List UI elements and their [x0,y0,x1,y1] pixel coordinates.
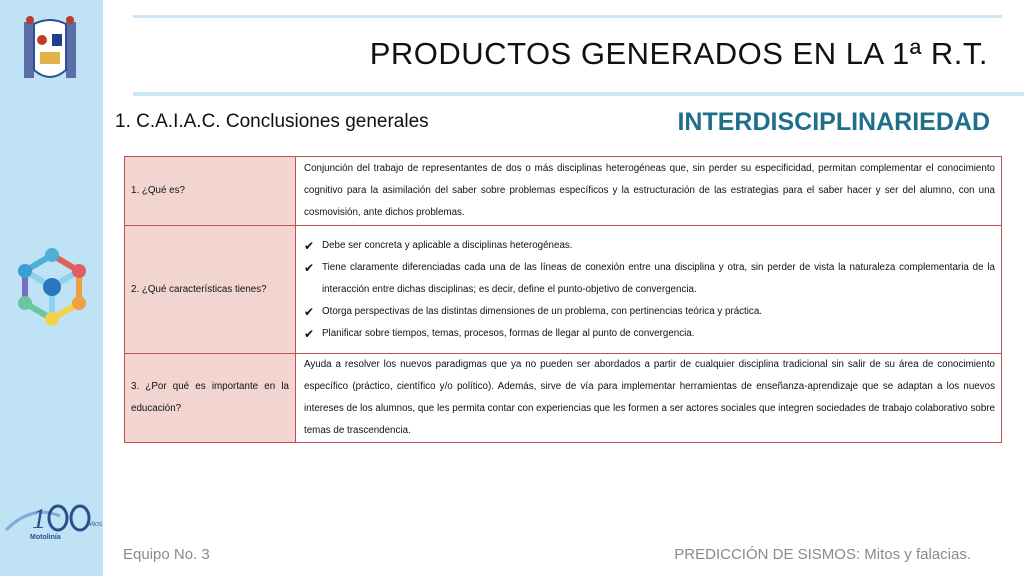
checkmark-icon: ✔ [304,326,315,341]
school-crest-icon [22,14,78,86]
list-item [304,257,995,301]
bullet-text: Debe ser concreta y aplicable a disciplinas heterogéneas. [322,239,573,251]
anniversary-label: Motolinía [30,534,61,541]
bullet-text: Tiene claramente diferenciadas cada una de las líneas de conexión entre una disciplina y otra, sin perder de vista la naturaleza complementaria de la interacción entre dichas disciplinas; es decir, define el punto-objetivo de convergencia. [322,261,995,295]
table-row [125,354,1002,443]
checkmark-icon: ✔ [304,304,315,319]
section-subtitle: 1. C.A.I.A.C. Conclusiones generales [115,111,429,132]
answer-cell: Ayuda a resolver los nuevos paradigmas que ya no pueden ser abordados a partir de cualquier disciplina tradicional sin salir de su área de conocimiento específico (práctico, científico y/o político). Además, sirve de vía para implementar herramientas de enseñanza-aprendizaje que se adaptan a los nuevos intereses de los alumnos, que les permita contar con experiencias que les formen a ser actores sociales que integren sociedades de trabajo colaborativo sobre temas de trascendencia. [296,354,1002,443]
table-row [125,157,1002,226]
bullet-text: Otorga perspectivas de las distintas dimensiones de un problema, con pertinencias teórica y práctica. [322,305,763,317]
topic-heading: INTERDISCIPLINARIEDAD [677,108,990,136]
question-cell: 2. ¿Qué características tienes? [125,226,296,354]
list-item [304,301,995,323]
qa-table [124,156,1002,443]
sidebar [0,0,103,576]
question-cell: 1. ¿Qué es? [125,157,296,226]
page-title: PRODUCTOS GENERADOS EN LA 1ª R.T. [369,36,988,71]
answer-cell: Conjunción del trabajo de representantes de dos o más disciplinas heterogéneas que, sin perder su especificidad, permitan complementar el conocimiento cognitivo para la asimilación del saber sobre problemas específicos y la estructuración de las estrategias para el saber hacer y ser del alumno, con una cosmovisión, ante dichos problemas. [296,157,1002,226]
checkmark-icon: ✔ [304,260,315,275]
list-item [304,235,995,257]
answer-cell [296,226,1002,354]
bullet-text: Planificar sobre tiempos, temas, procesos, formas de llegar al punto de convergencia. [322,327,695,339]
table-row [125,226,1002,354]
footer-topic: PREDICCIÓN DE SISMOS: Mitos y falacias. [674,546,971,563]
anniversary-logo [2,498,102,550]
top-divider [133,15,1002,18]
anniversary-100-icon [2,498,102,538]
header-divider [133,92,1024,96]
question-cell: 3. ¿Por qué es importante en la educación? [125,354,296,443]
list-item [304,323,995,345]
svg-text:1: 1 [32,504,46,535]
checkmark-icon: ✔ [304,238,315,253]
footer-team: Equipo No. 3 [123,546,210,563]
anniversary-años: AÑOS [88,522,102,528]
molecule-logo-icon [13,245,91,329]
